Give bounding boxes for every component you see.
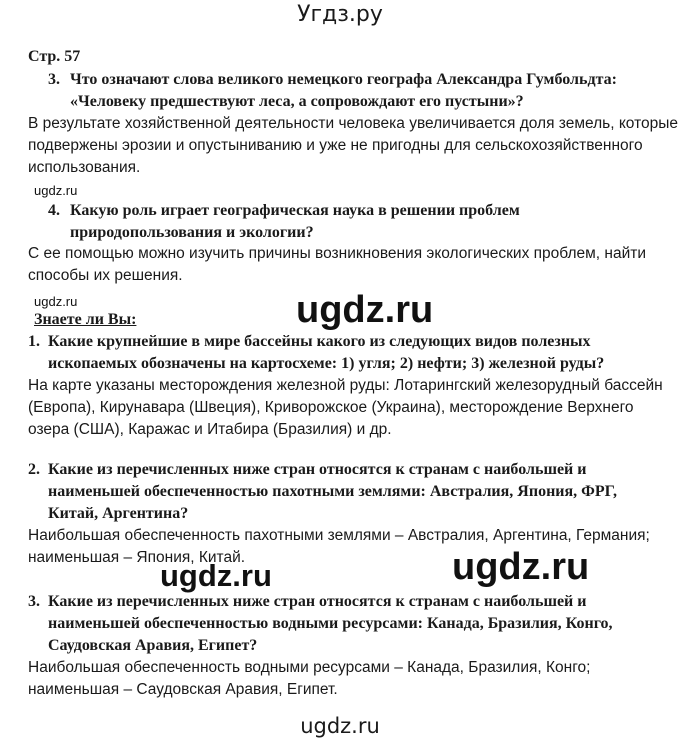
k2-line-3: Китай, Аргентина? [48, 505, 189, 522]
q3-answer-line-1: В результате хозяйственной деятельности человека увеличивается доля земель, которые [28, 115, 679, 132]
k1-answer-line-1: На карте указаны месторождения железной руды: Лотарингский железорудный бассейн [28, 377, 663, 394]
k3-answer-line-2: наименьшая – Саудовская Аравия, Египет. [28, 681, 338, 698]
watermark-large: ugdz.ru [296, 289, 434, 331]
q4-line-1: Какую роль играет географическая наука в решении проблем [70, 202, 520, 219]
q4-number: 4. [48, 202, 60, 219]
k2-number: 2. [28, 461, 40, 478]
k2-line-2: наименьшей обеспеченностью пахотными землями: Австралия, Япония, ФРГ, [48, 483, 618, 500]
q4-answer-line-1: С ее помощью можно изучить причины возникновения экологических проблем, найти [28, 245, 646, 262]
k3-line-3: Саудовская Аравия, Египет? [48, 637, 258, 654]
watermark-small: ugdz.ru [34, 183, 78, 198]
k3-answer-line-1: Наибольшая обеспеченность водными ресурсами – Канада, Бразилия, Конго; [28, 659, 591, 676]
q3-answer-line-3: использования. [28, 159, 141, 176]
q4-answer-line-2: способы их решения. [28, 267, 183, 284]
k1-line-2: ископаемых обозначены на картосхеме: 1) угля; 2) нефти; 3) железной руды? [48, 355, 605, 372]
q3-number: 3. [48, 71, 60, 88]
k3-line-2: наименьшей обеспеченностью водными ресурсами: Канада, Бразилия, Конго, [48, 615, 613, 632]
k2-line-1: Какие из перечисленных ниже стран относятся к странам с наибольшей и [48, 461, 587, 478]
q3-line-1: Что означают слова великого немецкого географа Александра Гумбольдта: [70, 71, 617, 88]
watermark-small: ugdz.ru [34, 294, 78, 309]
site-title: Угдз.ру [297, 2, 383, 27]
q3-answer-line-2: подвержены эрозии и опустыниванию и уже не пригодны для сельскохозяйственного [28, 137, 643, 154]
watermark-large: ugdz.ru [160, 558, 272, 593]
k1-answer-line-2: (Европа), Кирунавара (Швеция), Криворожское (Украина), месторождение Верхнего [28, 399, 634, 416]
q3-line-2: «Человеку предшествуют леса, а сопровождают его пустыни»? [70, 93, 524, 110]
footer-watermark: ugdz.ru [300, 714, 380, 738]
section-title: Знаете ли Вы: [34, 311, 137, 328]
watermark-large: ugdz.ru [452, 546, 590, 588]
k1-line-1: Какие крупнейшие в мире бассейны какого из следующих видов полезных [48, 333, 591, 350]
k1-answer-line-3: озера (США), Каражас и Итабира (Бразилия) и др. [28, 421, 392, 438]
q4-line-2: природопользования и экологии? [70, 224, 314, 241]
k3-number: 3. [28, 593, 40, 610]
k1-number: 1. [28, 333, 40, 350]
k3-line-1: Какие из перечисленных ниже стран относятся к странам с наибольшей и [48, 593, 587, 610]
k2-answer-line-1: Наибольшая обеспеченность пахотными землями – Австралия, Аргентина, Германия; [28, 527, 650, 544]
page-reference: Стр. 57 [28, 48, 81, 65]
k2-answer-line-2: наименьшая – Япония, Китай. [28, 549, 246, 566]
